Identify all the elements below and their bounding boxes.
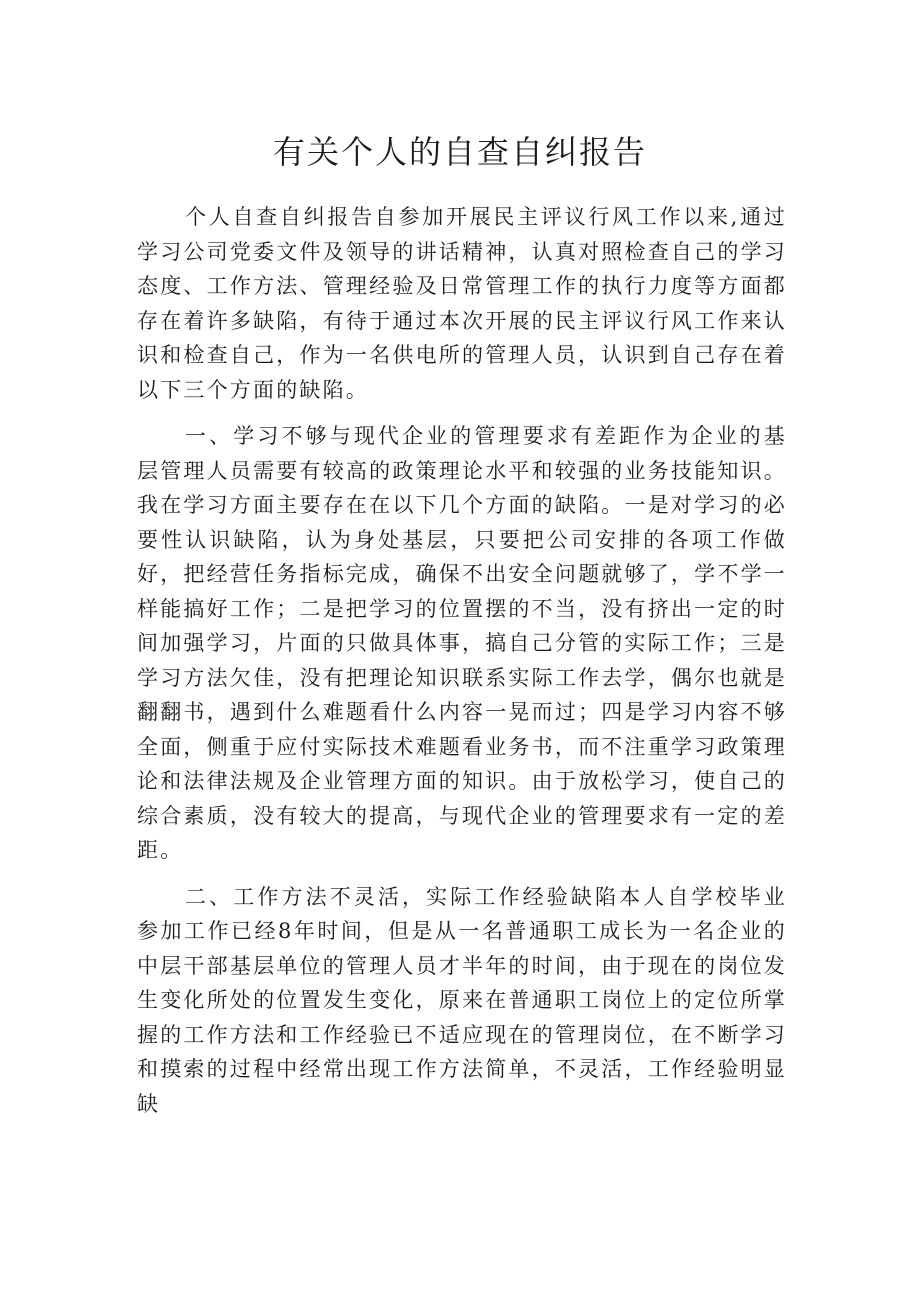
document-title: 有关个人的自查自纠报告 [272,133,647,171]
document-body [137,200,787,1133]
paragraph-intro: 个人自查自纠报告自参加开展民主评议行风工作以来,通过学习公司党委文件及领导的讲话精神，认真对照检查自己的学习态度、工作方法、管理经验及日常管理工作的执行力度等方面都存在着许多缺陷，有待于通过本次开展的民主评议行风工作来认识和检查自己，作为一名供电所的管理人员，认识到自己存在着以下三个方面的缺陷。 [137,205,787,402]
paragraph-section-2: 二、工作方法不灵活，实际工作经验缺陷本人自学校毕业参加工作已经8年时间，但是从一名普通职工成长为一名企业的中层干部基层单位的管理人员才半年的时间，由于现在的岗位发生变化所处的位置发生变化，原来在普通职工岗位上的定位所掌握的工作方法和工作经验已不适应现在的管理岗位，在不断学习和摸索的过程中经常出现工作方法简单，不灵活，工作经验明显缺 [137,884,787,1116]
paragraph-section-1: 一、学习不够与现代企业的管理要求有差距作为企业的基层管理人员需要有较高的政策理论水平和较强的业务技能知识。我在学习方面主要存在在以下几个方面的缺陷。一是对学习的必要性认识缺陷，认为身处基层，只要把公司安排的各项工作做好，把经营任务指标完成，确保不出安全问题就够了，学不学一样能搞好工作；二是把学习的位置摆的不当，没有挤出一定的时间加强学习，片面的只做具体事，搞自己分管的实际工作；三是学习方法欠佳，没有把理论知识联系实际工作去学，偶尔也就是翻翻书，遇到什么难题看什么内容一晃而过；四是学习内容不够全面，侧重于应付实际技术难题看业务书，而不注重学习政策理论和法律法规及企业管理方面的知识。由于放松学习，使自己的综合素质，没有较大的提高，与现代企业的管理要求有一定的差距。 [137,424,787,862]
